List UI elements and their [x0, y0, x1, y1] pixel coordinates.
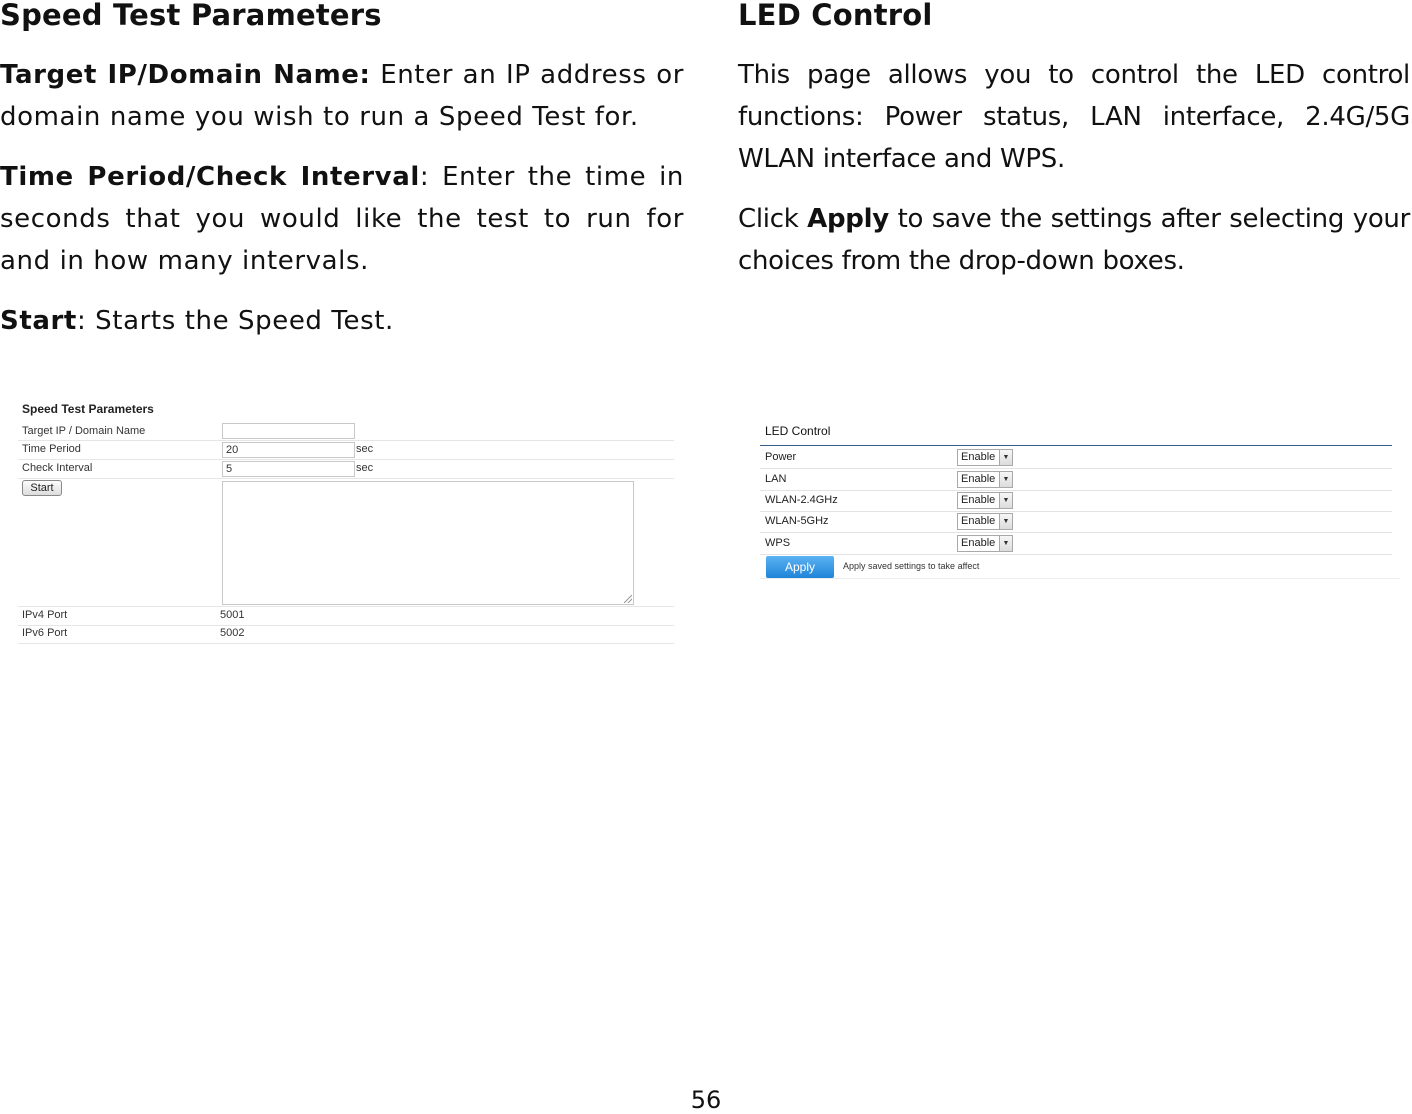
- time-period-row: [18, 441, 674, 460]
- dropdown-arrow-icon[interactable]: ▼: [999, 493, 1012, 508]
- speed-result-textarea[interactable]: [222, 481, 634, 605]
- dropdown-arrow-icon[interactable]: ▼: [999, 514, 1012, 529]
- select-value: Enable: [961, 473, 996, 485]
- led-row-wps: [760, 533, 1392, 555]
- speed-test-heading: Speed Test Parameters: [0, 0, 382, 32]
- led-row-wlan-5: [760, 511, 1392, 533]
- target-ip-input[interactable]: [222, 423, 355, 439]
- wps-led-select[interactable]: [957, 535, 1013, 552]
- ipv6-port-label: IPv6 Port: [22, 627, 68, 639]
- led-row-power: [760, 447, 1392, 469]
- target-ip-description: Enter an IP address or domain name you wish to run a Speed Test for.: [0, 60, 684, 132]
- ipv6-port-value: 5002: [220, 627, 245, 639]
- start-term: Start: [0, 306, 77, 336]
- apply-paragraph-rest: to save the settings after selecting your choices from the drop-down boxes.: [738, 204, 1410, 276]
- time-period-paragraph: [0, 156, 684, 282]
- speed-panel-title: Speed Test Parameters: [22, 402, 154, 416]
- led-panel-title: LED Control: [765, 424, 831, 438]
- speed-test-panel: [18, 398, 674, 648]
- apply-paragraph-lead: Click: [738, 204, 808, 234]
- led-control-heading: LED Control: [738, 0, 933, 32]
- check-interval-row: [18, 460, 674, 479]
- apply-divider: [760, 578, 1400, 579]
- led-row-wlan-24: [760, 490, 1392, 512]
- ipv4-port-row: [18, 606, 674, 626]
- apply-term: Apply: [807, 204, 889, 234]
- ipv4-port-label: IPv4 Port: [22, 609, 68, 621]
- led-row-label: WLAN-5GHz: [765, 515, 829, 527]
- start-paragraph: [0, 300, 684, 342]
- ipv6-port-row: [18, 625, 674, 644]
- start-button[interactable]: Start: [22, 480, 62, 496]
- lan-led-select[interactable]: [957, 471, 1013, 488]
- led-control-panel: [760, 420, 1400, 580]
- target-ip-paragraph: [0, 54, 684, 138]
- led-description-paragraph: This page allows you to control the LED control functions: Power status, LAN interface, 2.4G/5G WLAN interface and WPS.: [738, 60, 1410, 174]
- dropdown-arrow-icon[interactable]: ▼: [999, 450, 1012, 465]
- dropdown-arrow-icon[interactable]: ▼: [999, 472, 1012, 487]
- target-ip-term: Target IP/Domain Name:: [0, 60, 371, 90]
- target-ip-row: [18, 422, 674, 441]
- led-row-label: WLAN-2.4GHz: [765, 494, 838, 506]
- select-value: Enable: [961, 537, 996, 549]
- resize-grip-icon[interactable]: [624, 595, 632, 603]
- led-title-divider: [760, 445, 1392, 446]
- power-led-select[interactable]: [957, 449, 1013, 466]
- check-interval-label: Check Interval: [22, 462, 93, 474]
- led-row-label: Power: [765, 451, 797, 463]
- time-period-label: Time Period: [22, 443, 81, 455]
- time-period-term: Time Period/Check Interval: [0, 162, 420, 192]
- led-row-label: LAN: [765, 473, 787, 485]
- led-row-label: WPS: [765, 537, 791, 549]
- led-row-lan: [760, 469, 1392, 491]
- dropdown-arrow-icon[interactable]: ▼: [999, 536, 1012, 551]
- wlan-5-led-select[interactable]: [957, 513, 1013, 530]
- time-period-unit: sec: [356, 443, 374, 455]
- page-number: 56: [690, 1086, 722, 1114]
- apply-note: Apply saved settings to take affect: [843, 561, 980, 571]
- start-description: : Starts the Speed Test.: [76, 306, 394, 336]
- select-value: Enable: [961, 494, 996, 506]
- check-interval-input[interactable]: 5: [222, 461, 355, 477]
- wlan-24-led-select[interactable]: [957, 492, 1013, 509]
- ipv4-port-value: 5001: [220, 609, 245, 621]
- select-value: Enable: [961, 451, 996, 463]
- time-period-description: : Enter the time in seconds that you would like the test to run for and in how many intervals.: [0, 162, 684, 276]
- time-period-input[interactable]: 20: [222, 442, 355, 458]
- apply-paragraph: [738, 198, 1410, 282]
- check-interval-unit: sec: [356, 462, 374, 474]
- target-ip-label: Target IP / Domain Name: [22, 425, 146, 437]
- apply-button[interactable]: Apply: [766, 556, 834, 578]
- select-value: Enable: [961, 515, 996, 527]
